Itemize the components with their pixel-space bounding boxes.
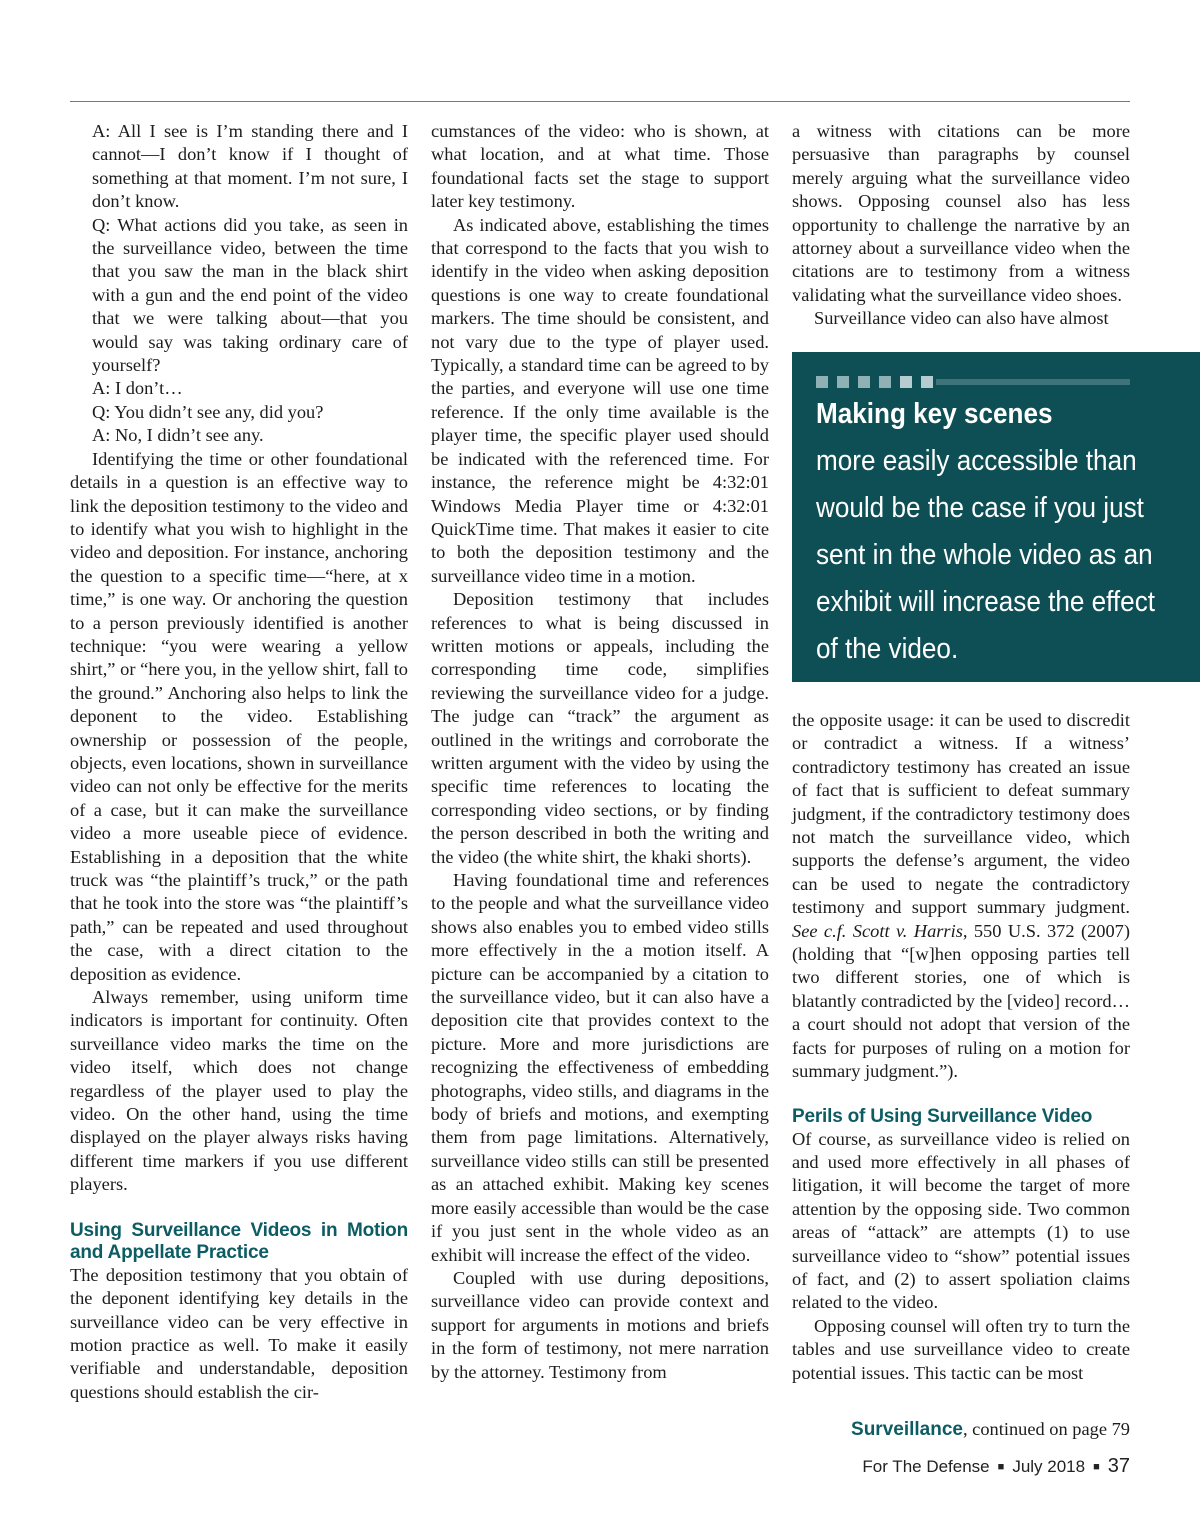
answer-paragraph: A: No, I didn’t see any. (92, 425, 264, 446)
body-text: the opposite usage: it can be used to discredit or contradict a witness. If a witness’ contradictory testimony has created an issue of fact that is sufficient to defeat summary judgment, if the contradictory testimony does not match the surveillance video, which supports the defense’s argument, the video can be used to negate the contradictory testimony and support summary judgment. (792, 710, 1130, 918)
body-paragraph: Always remember, using uniform time indicators is important for continuity. Often surveillance video marks the time on the video itself, which does not change regardless of the player used to play the video. On the other hand, using the time displayed on the player always risks having different time markers if you use different players. (70, 987, 408, 1195)
continued-text: , continued on page 79 (962, 1419, 1130, 1439)
body-paragraph: Of course, as surveillance video is relied on and used more effectively in all phases of litigation, it will become the target of more attention by the opposing side. Two common areas of “attack” are attempts (1) to use surveillance video to “show” potential issues of fact, and (2) to assert spoliation claims related to the video. (792, 1128, 1130, 1313)
question-paragraph: Q: You didn’t see any, did you? (92, 401, 324, 422)
answer-paragraph: A: All I see is I’m standing there and I cannot—I don’t know if I thought of something at that moment. I’m not sure, I don’t know. (92, 121, 408, 212)
page-footer (862, 1455, 1130, 1478)
bullet-separator-icon: ■ (1093, 1461, 1100, 1473)
body-paragraph: Identifying the time or other foundational details in a question is an effective way to link the deposition testimony to the video and to identify what you wish to highlight in the video and deposition. For instance, anchoring the question to a specific time—“here, at x time,” is one way. Or anchoring the question to a person previously identified is another technique: “you were wearing a yellow shirt,” or “here you, in the yellow shirt, fall to the ground.” Anchoring also helps to link the deponent to the video. Establishing ownership or possession of the people, objects, even locations, shown in surveillance video can not only be effective for the merits of a case, but it can make the surveillance video a more useable piece of evidence. Establishing in a deposition that the white truck was “the plaintiff’s truck,” or the path that he took into the store was “the plaintiff’s path,” can be repeated and used throughout the case, with a direct citation to the deposition as evidence. (70, 448, 408, 984)
body-paragraph: The deposition testimony that you obtain of the deponent identifying key details in the surveillance video can be very effective in motion practice as well. To make it easily verifiable and understandable, deposition questions should establish the cir- (70, 1264, 408, 1402)
issue-date: July 2018 (1012, 1457, 1086, 1476)
question-paragraph: Q: What actions did you take, as seen in the surveillance video, between the time that you saw the man in the black shirt with a gun and the end point of the video that we were talking about—that you would say was taking ordinary care of yourself? (92, 214, 408, 376)
case-citation: See c.f. Scott v. Harris (792, 920, 963, 941)
continued-keyword: Surveillance (851, 1419, 963, 1440)
pull-quote-ornament (816, 376, 1130, 388)
column-2 (431, 120, 769, 1384)
body-paragraph: cumstances of the video: who is shown, at what location, and at what time. Those foundational facts set the stage to support later key testimony. (431, 121, 769, 212)
body-paragraph: Opposing counsel will often try to turn the tables and use surveillance video to create potential issues. This tactic can be most (792, 1315, 1130, 1383)
body-paragraph: Deposition testimony that includes references to what is being discussed in written motions or appeals, including the corresponding time code, simplifies reviewing the surveillance video for a judge. The judge can “track” the argument as outlined in the writings and corroborate the written argument with the video by using the specific time references to locating the corresponding video sections, or by finding the person described in both the writing and the video (the white shirt, the khaki shorts). (431, 589, 769, 867)
body-paragraph: As indicated above, establishing the times that correspond to the facts that you wish to identify in the video when asking deposition questions is one way to create foundational markers. The time should be consistent, and not vary due to the type of player used. Typically, a standard time can be agreed to by the parties, and everyone will use one time reference. If the only time available is the player time, the specific player used should be indicated with the referenced time. For instance, the reference might be 4:32:01 Windows Media Player time or 4:32:01 QuickTime time. That makes it easier to cite to both the deposition testimony and the surveillance video time in a motion. (431, 214, 769, 586)
column-1 (70, 120, 408, 1404)
body-paragraph: Surveillance video can also have almost (814, 308, 1109, 329)
column-3-bottom (792, 709, 1130, 1385)
body-paragraph (792, 709, 1130, 1084)
pull-quote-headline: Making key scenes (816, 398, 1053, 430)
section-heading: Using Surveillance Videos in Motion and Appellate Practice (70, 1219, 408, 1263)
section-heading: Perils of Using Surveillance Video (792, 1105, 1093, 1127)
body-paragraph: Having foundational time and references to the people and what the surveillance video shows also enables you to embed video stills more effectively in the a motion itself. A picture can be accompanied by a citation to the surveillance video, but it can also have a deposition cite that provides context to the picture. More and more jurisdictions are recognizing the effectiveness of embedding photographs, video stills, and diagrams in the body of briefs and motions, and exempting them from page limitations. Alternatively, surveillance video stills can still be presented as an attached exhibit. Making key scenes more easily accessible than would be the case if you just sent in the whole video as an exhibit will increase the effect of the video. (431, 870, 769, 1265)
continued-line[interactable] (851, 1418, 1130, 1441)
column-3-top (792, 120, 1130, 331)
body-paragraph: Coupled with use during depositions, surveillance video can provide context and support for arguments in motions and briefs in the form of testimony, not mere narration by the attorney. Testimony from (431, 1267, 769, 1382)
publication-name: For The Defense (862, 1457, 990, 1476)
header-rule (70, 101, 1130, 102)
pull-quote (792, 352, 1200, 682)
page-number: 37 (1107, 1455, 1130, 1477)
answer-paragraph: A: I don’t… (92, 378, 183, 399)
body-text: , 550 U.S. 372 (2007) (holding that “[w]hen opposing parties tell two different stories, one of which is blatantly contradicted by the [video] record… a court should not adopt that version of the facts for purposes of ruling on a motion for summary judgment.”). (792, 920, 1130, 1082)
pull-quote-body: more easily accessible than would be the case if you just sent in the whole video as an exhibit will increase the effect of the video. (816, 445, 1156, 665)
bullet-separator-icon: ■ (997, 1461, 1005, 1473)
body-paragraph: a witness with citations can be more persuasive than paragraphs by counsel merely arguing what the surveillance video shows. Opposing counsel also has less opportunity to challenge the narrative by an attorney about a surveillance video when the citations are to testimony from a witness validating what the surveillance video shoes. (792, 121, 1130, 305)
